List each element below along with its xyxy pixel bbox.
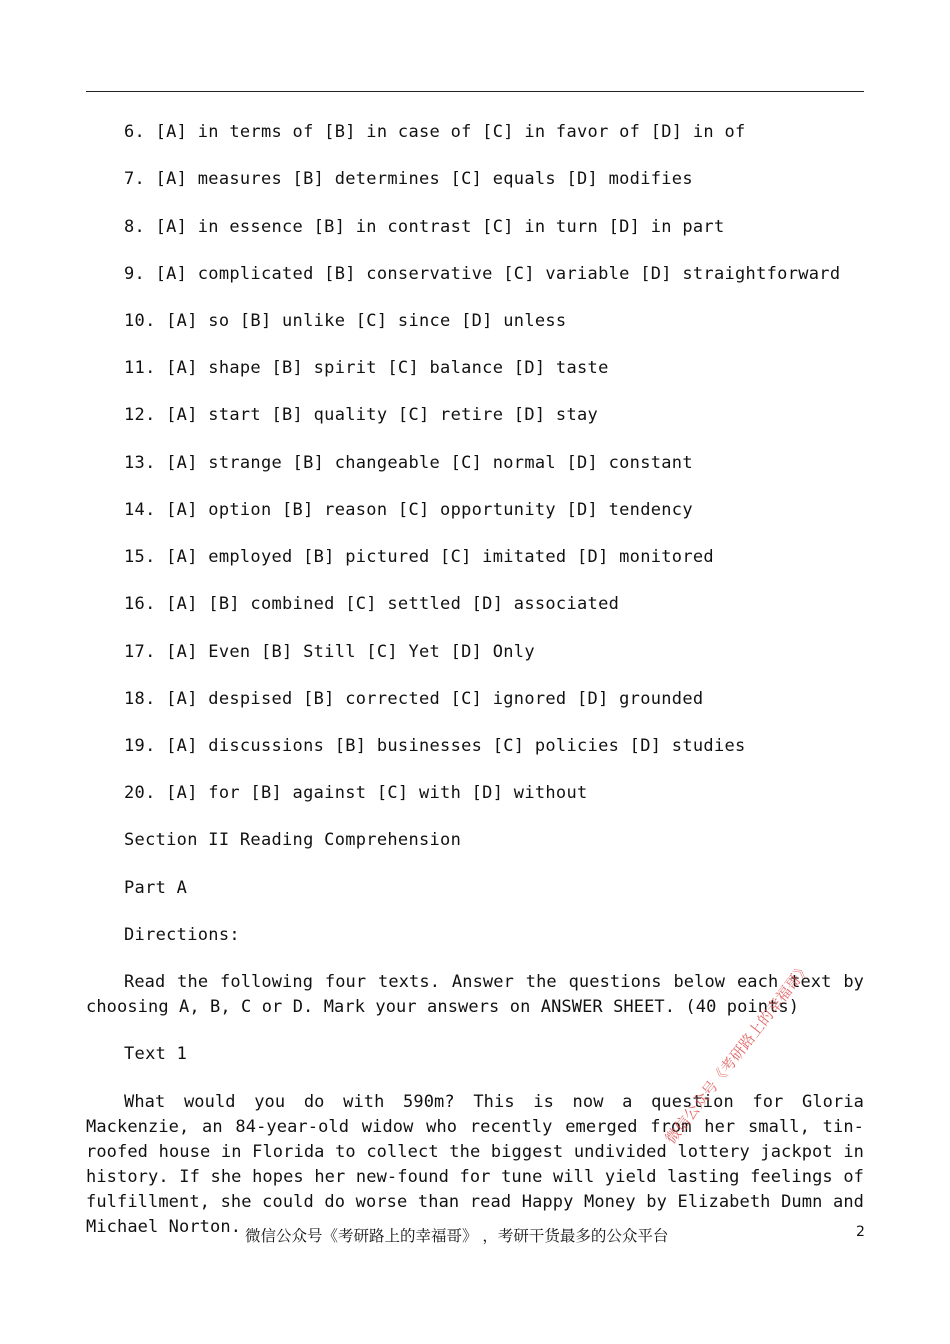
question-9-options: 9. [A] complicated [B] conservative [C] variable [D] straightforward	[124, 264, 841, 284]
watermark-stamp: 微信公众号《考研路上的幸福哥》	[661, 958, 815, 1148]
question-8-options: 8. [A] in essence [B] in contrast [C] in turn [D] in part	[124, 217, 725, 237]
question-10-options: 10. [A] so [B] unlike [C] since [D] unless	[124, 311, 567, 331]
part-title: Part A	[124, 878, 188, 898]
question-17-options: 17. [A] Even [B] Still [C] Yet [D] Only	[124, 642, 535, 662]
question-6-options: 6. [A] in terms of [B] in case of [C] in favor of [D] in of	[124, 122, 746, 142]
question-11-options: 11. [A] shape [B] spirit [C] balance [D] taste	[124, 358, 609, 378]
question-12-options: 12. [A] start [B] quality [C] retire [D] stay	[124, 405, 599, 425]
directions-text: Read the following four texts. Answer the questions below each text by choosing A, B, C or D. Mark your answers on ANSWER SHEET. (40 points)	[86, 972, 864, 1017]
footer-text: 微信公众号《考研路上的幸福哥》 ，考研干货最多的公众平台	[245, 1227, 669, 1245]
question-18-options: 18. [A] despised [B] corrected [C] ignored [D] grounded	[124, 689, 704, 709]
question-13-options: 13. [A] strange [B] changeable [C] normal [D] constant	[124, 453, 693, 473]
text-label: Text 1	[124, 1044, 188, 1064]
section-title: Section II Reading Comprehension	[124, 830, 462, 850]
question-19-options: 19. [A] discussions [B] businesses [C] policies [D] studies	[124, 736, 746, 756]
header-rule	[86, 91, 864, 92]
directions-label: Directions:	[124, 925, 240, 945]
question-16-options: 16. [A] [B] combined [C] settled [D] associated	[124, 594, 620, 614]
question-15-options: 15. [A] employed [B] pictured [C] imitated [D] monitored	[124, 547, 714, 567]
question-14-options: 14. [A] option [B] reason [C] opportunity [D] tendency	[124, 500, 693, 520]
page-number: 2	[856, 1224, 865, 1240]
question-20-options: 20. [A] for [B] against [C] with [D] without	[124, 783, 588, 803]
text1-paragraph: What would you do with 590m? This is now a question for Gloria Mackenzie, an 84-year-old widow who recently emerged from her small, tin-roofed house in Florida to collect the biggest undivided lottery jackpot in history. If she hopes her new-found for tune will yield lasting feelings of fulfillment, she could do worse than read Happy Money by Elizabeth Dumn and Michael Norton.	[86, 1092, 864, 1237]
question-7-options: 7. [A] measures [B] determines [C] equals [D] modifies	[124, 169, 693, 189]
